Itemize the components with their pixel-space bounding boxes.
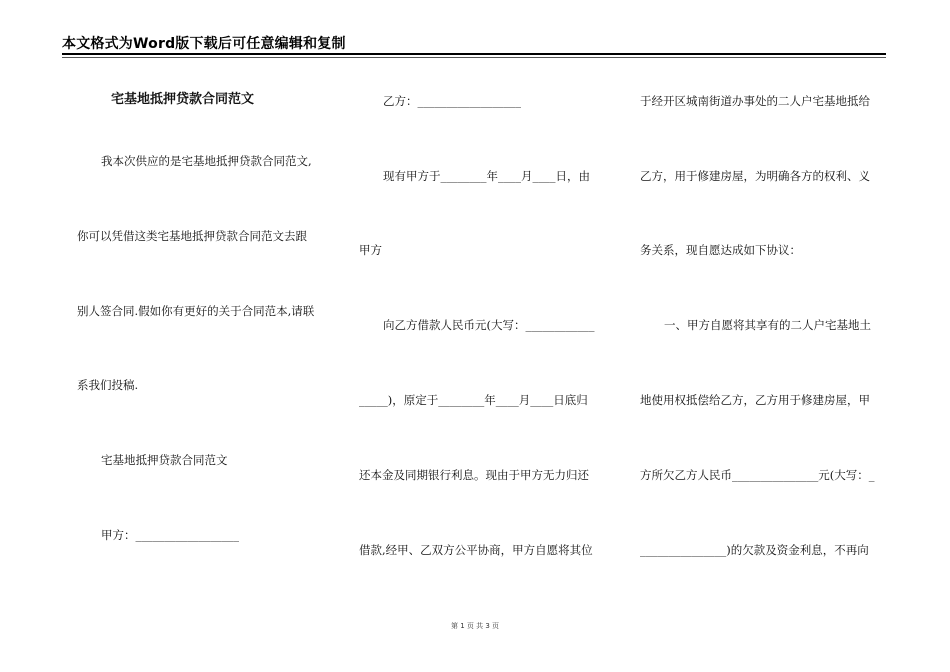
document-title: 宅基地抵押贷款合同范文 <box>111 92 255 107</box>
text-line: 向乙方借款人民币元(大写：____________ <box>383 318 595 332</box>
text-line: 方所欠乙方人民币_______________元(大写：_ <box>640 468 875 482</box>
text-line: 还本金及同期银行利息。现由于甲方无力归还 <box>359 468 589 482</box>
header-rule-thick <box>62 53 886 55</box>
party-b-line: 乙方：__________________ <box>383 94 521 108</box>
text-line: _______________)的欠款及资金利息，不再向 <box>640 543 869 557</box>
party-a-line: 甲方：__________________ <box>101 528 239 542</box>
header-rule-thin <box>62 57 886 58</box>
text-line: 别人签合同.假如你有更好的关于合同范本,请联 <box>77 304 315 318</box>
text-line: _____)，原定于________年____月____日底归 <box>359 393 588 407</box>
document-header: 本文格式为Word版下载后可任意编辑和复制 <box>62 36 346 52</box>
text-line: 务关系，现自愿达成如下协议： <box>640 243 801 257</box>
text-line: 现有甲方于________年____月____日，由 <box>383 169 590 183</box>
page-number: 第 1 页 共 3 页 <box>450 622 500 630</box>
text-line: 一、甲方自愿将其享有的二人户宅基地土 <box>664 318 871 332</box>
text-line: 我本次供应的是宅基地抵押贷款合同范文, <box>101 154 312 168</box>
text-line: 你可以凭借这类宅基地抵押贷款合同范文去跟 <box>77 229 307 243</box>
text-line: 借款,经甲、乙双方公平协商，甲方自愿将其位 <box>359 543 593 557</box>
text-line: 系我们投稿. <box>77 378 139 392</box>
section-title: 宅基地抵押贷款合同范文 <box>101 453 228 467</box>
text-line: 于经开区城南街道办事处的二人户宅基地抵给 <box>640 94 870 108</box>
text-line: 甲方 <box>359 243 382 257</box>
text-line: 地使用权抵偿给乙方，乙方用于修建房屋，甲 <box>640 393 870 407</box>
text-line: 乙方，用于修建房屋，为明确各方的权利、义 <box>640 169 870 183</box>
